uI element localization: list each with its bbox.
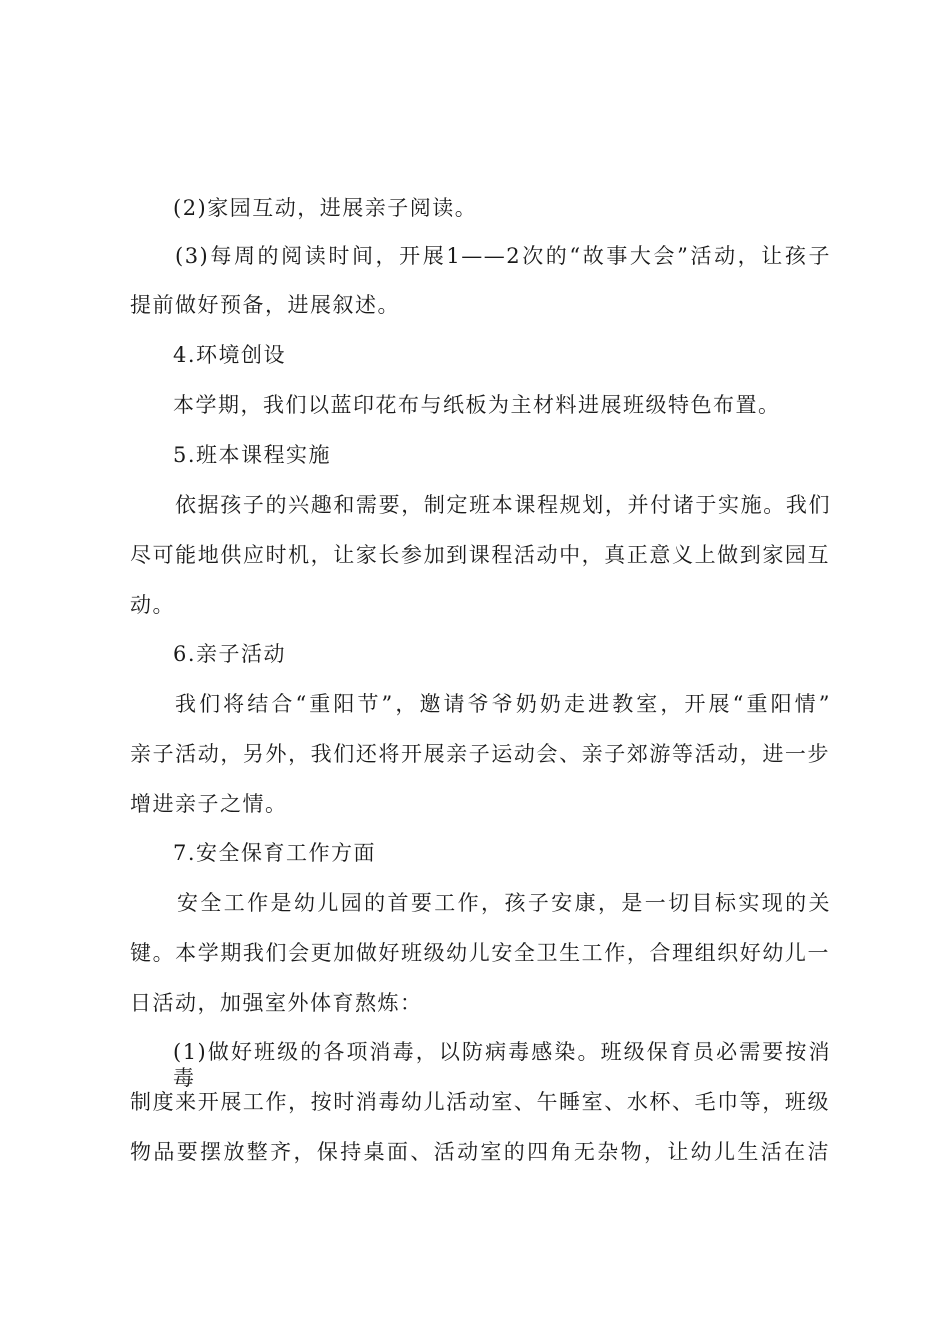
text-line: (2)家园互动，进展亲子阅读。 [173, 196, 478, 220]
text-line: 增进亲子之情。 [130, 792, 288, 816]
section-heading: 5.班本课程实施 [173, 443, 332, 467]
text-line: 本学期，我们以蓝印花布与纸板为主材料进展班级特色布置。 [173, 393, 781, 417]
section-heading: 7.安全保育工作方面 [173, 841, 377, 865]
text-line: 依据孩子的兴趣和需要，制定班本课程规划，并付诸于实施。我们 [175, 493, 831, 517]
section-heading: 4.环境创设 [173, 343, 287, 367]
text-line: 制度来开展工作，按时消毒幼儿活动室、午睡室、水杯、毛巾等，班级 [130, 1090, 830, 1114]
text-line: (3)每周的阅读时间，开展1——2次的“故事大会”活动，让孩子 [175, 244, 831, 268]
text-line: 我们将结合“重阳节”，邀请爷爷奶奶走进教室，开展“重阳情” [175, 692, 831, 716]
section-heading: 6.亲子活动 [173, 642, 287, 666]
text-line: 提前做好预备，进展叙述。 [130, 293, 400, 317]
text-line: 日活动，加强室外体育熬炼： [130, 991, 423, 1015]
text-line: 安全工作是幼儿园的首要工作，孩子安康，是一切目标实现的关 [177, 891, 831, 915]
text-line: 亲子活动，另外，我们还将开展亲子运动会、亲子郊游等活动，进一步 [130, 742, 830, 766]
text-line: 尽可能地供应时机，让家长参加到课程活动中，真正意义上做到家园互 [130, 543, 830, 567]
text-line: 动。 [130, 593, 175, 617]
text-line: (1)做好班级的各项消毒，以防病毒感染。班级保育员必需要按消毒 [173, 1040, 831, 1090]
text-line: 物品要摆放整齐，保持桌面、活动室的四角无杂物，让幼儿生活在洁 [130, 1140, 830, 1164]
text-line: 键。本学期我们会更加做好班级幼儿安全卫生工作，合理组织好幼儿一 [130, 941, 830, 965]
